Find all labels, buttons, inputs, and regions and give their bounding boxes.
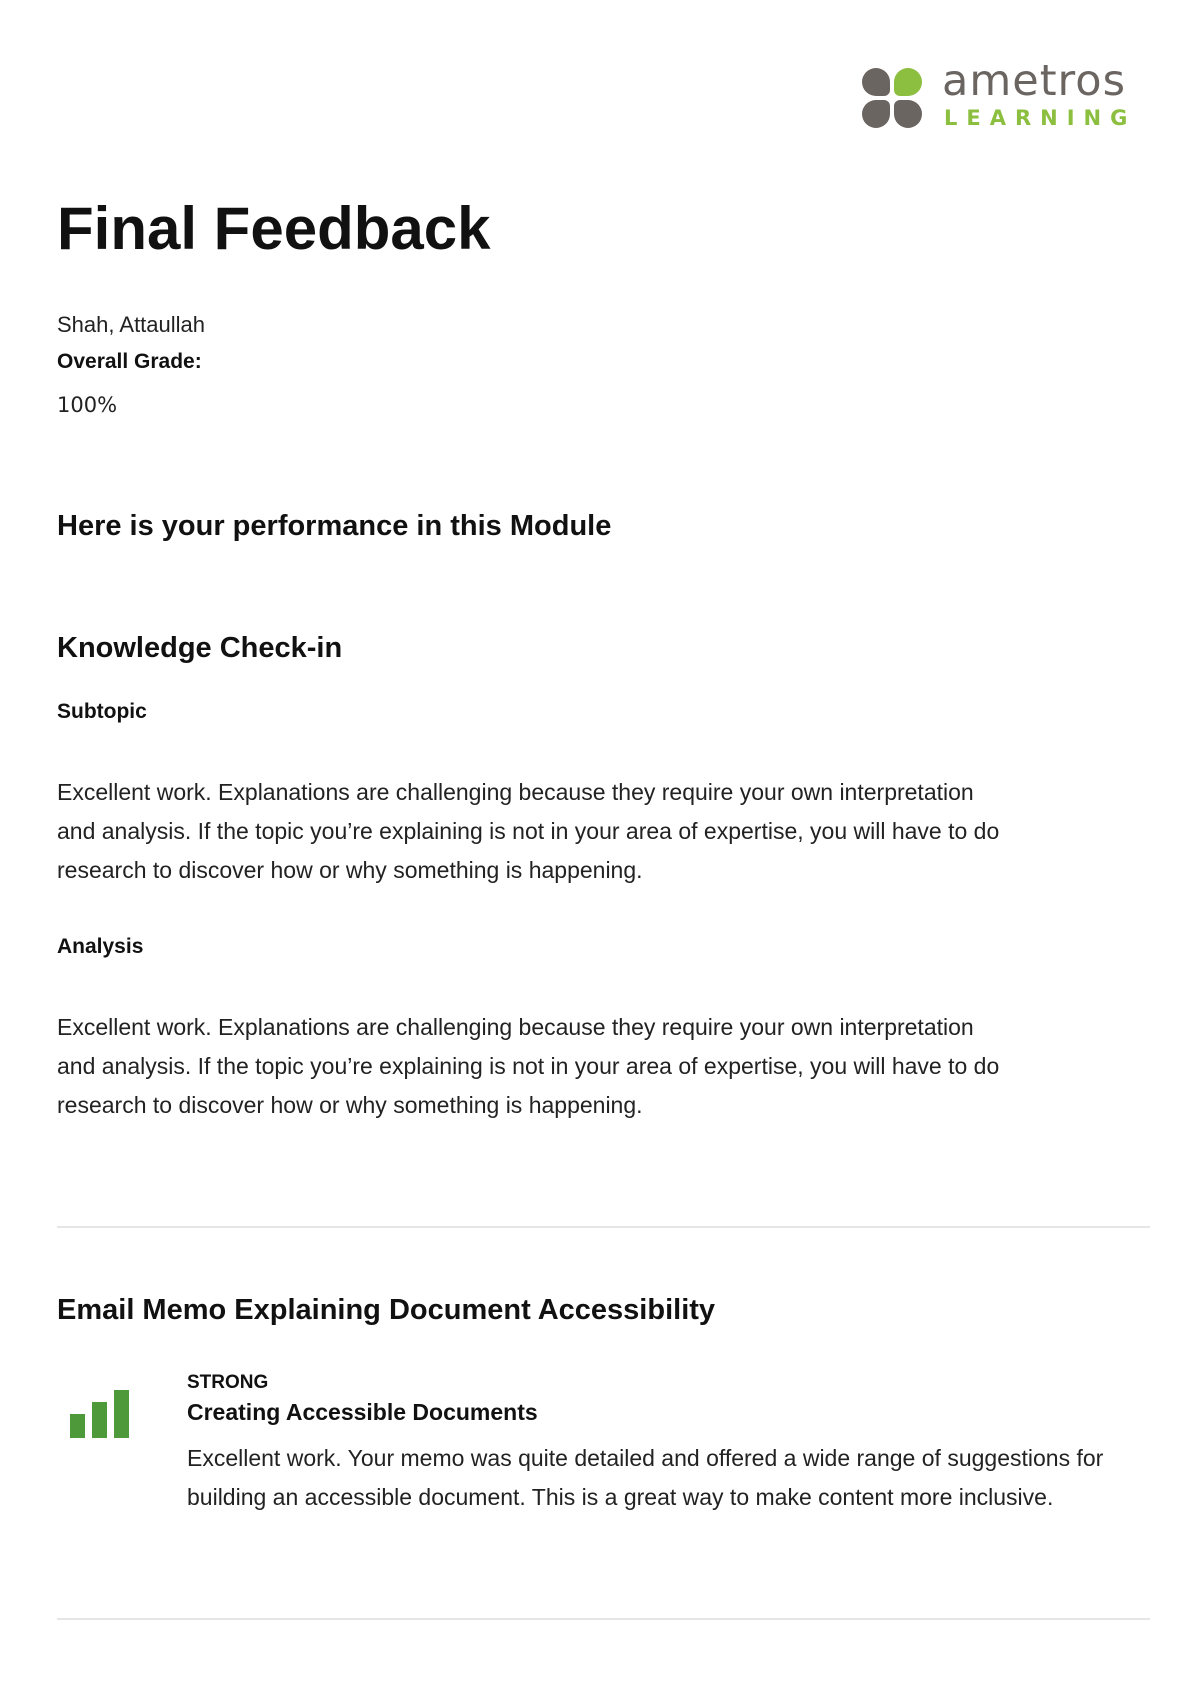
subtopic-label: Subtopic [57,700,147,723]
ametros-learning-logo [858,58,1150,138]
signal-strength-icon [70,1390,132,1438]
overall-grade-value: 100% [57,393,118,417]
subtopic-feedback: Excellent work. Explanations are challenging because they require your own interpretation and analysis. If the topic you’re explaining is not in your area of expertise, you will have to do research to discover how or why something is happening. [57,779,1000,883]
logo-petal [862,100,890,128]
logo-tagline: LEARNING [944,106,1137,130]
logo-petal [862,68,890,96]
analysis-feedback: Excellent work. Explanations are challenging because they require your own interpretation and analysis. If the topic you’re explaining is not in your area of expertise, you will have to do research to discover how or why something is happening. [57,1014,1000,1118]
strength-bar [92,1402,107,1438]
page-title: Final Feedback [57,195,491,262]
competency-title: Creating Accessible Documents [187,1399,538,1425]
performance-heading: Here is your performance in this Module [57,510,612,542]
logo-petal [894,100,922,128]
strength-bar [70,1414,85,1438]
strength-bar [114,1390,129,1438]
overall-grade-label: Overall Grade: [57,350,202,373]
email-memo-heading: Email Memo Explaining Document Accessibility [57,1294,716,1326]
rating-label: STRONG [187,1372,269,1393]
section-divider [57,1226,1150,1228]
ametros-clover-logo-icon [862,68,924,130]
analysis-label: Analysis [57,935,144,958]
student-name: Shah, Attaullah [57,312,206,337]
memo-feedback: Excellent work. Your memo was quite detailed and offered a wide range of suggestions for building an accessible document. This is a great way to make content more inclusive. [187,1445,1104,1510]
logo-petal [894,68,922,96]
logo-wordmark: ametros [942,56,1126,106]
knowledge-check-heading: Knowledge Check-in [57,632,343,664]
section-divider [57,1618,1150,1620]
